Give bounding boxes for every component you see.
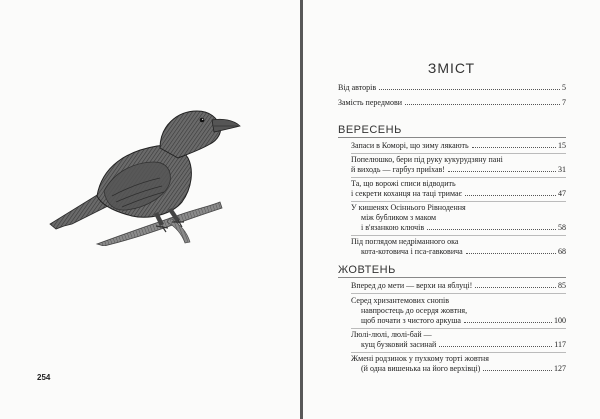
entry-divider bbox=[351, 293, 566, 294]
toc-entry bbox=[351, 296, 566, 326]
toc-entry bbox=[351, 281, 566, 291]
entry-divider bbox=[351, 235, 566, 236]
entry-divider bbox=[351, 352, 566, 353]
toc-entry-text: кота-котовича і пса-гавковича bbox=[361, 247, 463, 256]
entry-divider bbox=[351, 328, 566, 329]
toc-entry-text: Серед хризантемових снопів bbox=[351, 296, 450, 305]
toc-entry-text: і секрети коханця на таці тримає bbox=[351, 189, 462, 198]
leader-dots bbox=[464, 322, 552, 323]
toc-entry bbox=[351, 141, 566, 151]
toc-entry bbox=[338, 83, 566, 93]
toc-entry bbox=[351, 179, 566, 199]
toc-entry-page: 117 bbox=[554, 340, 566, 349]
toc-entry-text: навпростець до осердя жовтня, bbox=[361, 306, 468, 315]
toc-entry-page: 15 bbox=[558, 141, 566, 150]
toc-entry-text: щоб почати з чистого аркуша bbox=[361, 316, 461, 325]
toc-entry-page: 7 bbox=[562, 98, 566, 107]
leader-dots bbox=[427, 229, 556, 230]
toc-entry-page: 127 bbox=[554, 364, 566, 373]
page-number: 254 bbox=[37, 373, 51, 382]
toc-entry bbox=[351, 203, 566, 233]
toc-entry bbox=[338, 98, 566, 108]
leader-dots bbox=[439, 346, 552, 347]
section-heading: ВЕРЕСЕНЬ bbox=[338, 124, 402, 136]
toc-title: ЗМІСТ bbox=[427, 60, 476, 76]
leader-dots bbox=[472, 147, 556, 148]
toc-entry-text: Вперед до мети — верхи на яблуці! bbox=[351, 281, 473, 290]
section-rule bbox=[338, 277, 566, 278]
raven-illustration bbox=[42, 96, 242, 246]
leader-dots bbox=[466, 253, 556, 254]
toc-entry-text: і в'язанкою ключів bbox=[361, 223, 425, 232]
toc-entry-text: Та, що ворожі списи відводить bbox=[351, 179, 456, 188]
toc-entry-text: між бубликом з маком bbox=[361, 213, 437, 222]
leader-dots bbox=[405, 104, 560, 105]
toc-entry-page: 68 bbox=[558, 247, 566, 256]
toc-entry-page: 47 bbox=[558, 189, 566, 198]
toc-entry-text: Запаси в Коморі, що зиму лякають bbox=[351, 141, 469, 150]
right-page bbox=[303, 0, 600, 419]
toc-entry-text: (й одна вишенька на його верхівці) bbox=[361, 364, 481, 373]
entry-divider bbox=[351, 201, 566, 202]
toc-entry bbox=[351, 155, 566, 175]
toc-entry-text: й виходь — гарбуз приїхав! bbox=[351, 165, 445, 174]
toc-entry-text: Жмені родзинок у пухкому торті жовтня bbox=[351, 354, 489, 363]
toc-entry-page: 58 bbox=[558, 223, 566, 232]
entry-divider bbox=[351, 153, 566, 154]
toc-entry bbox=[351, 354, 566, 374]
leader-dots bbox=[379, 89, 560, 90]
leader-dots bbox=[475, 287, 556, 288]
section-rule bbox=[338, 137, 566, 138]
toc-entry bbox=[351, 237, 566, 257]
toc-entry-text: Попелюшко, бери під руку кукурудзяну пані bbox=[351, 155, 503, 164]
leader-dots bbox=[465, 195, 556, 196]
toc-entry-text: У кишенях Осіннього Рівнодення bbox=[351, 203, 466, 212]
toc-entry-text: Під поглядом недріманного ока bbox=[351, 237, 459, 246]
toc-entry-page: 5 bbox=[562, 83, 566, 92]
toc-entry-page: 31 bbox=[558, 165, 566, 174]
toc-entry-text: кущ бузковий засинай bbox=[361, 340, 437, 349]
toc-entry-text: Люлі-люлі, люлі-бай — bbox=[351, 330, 432, 339]
leader-dots bbox=[483, 370, 552, 371]
entry-divider bbox=[351, 177, 566, 178]
leader-dots bbox=[448, 171, 556, 172]
section-heading: ЖОВТЕНЬ bbox=[338, 264, 396, 276]
toc-entry-page: 100 bbox=[554, 316, 566, 325]
toc-entry bbox=[351, 330, 566, 350]
toc-entry-text: Від авторів bbox=[338, 83, 377, 92]
toc-entry-page: 85 bbox=[558, 281, 566, 290]
toc-entry-text: Замість передмови bbox=[338, 98, 403, 107]
